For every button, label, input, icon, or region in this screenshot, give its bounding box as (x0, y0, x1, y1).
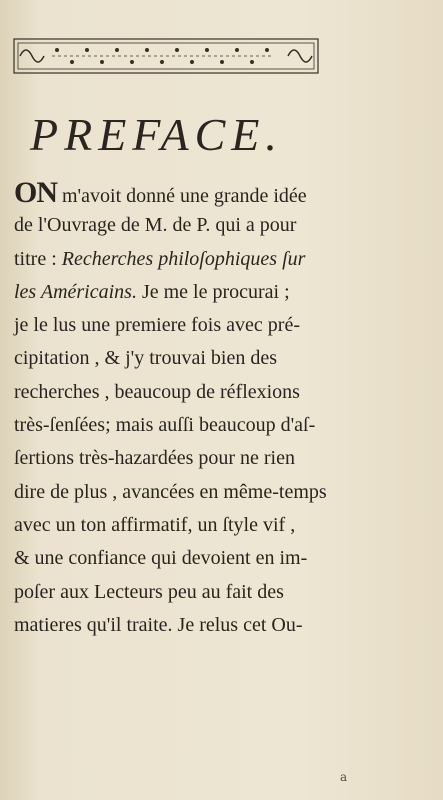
text-line-7: recherches , beaucoup de réflexions (14, 380, 300, 403)
text-line-13: poſer aux Lecteurs peu au fait des (14, 580, 284, 603)
text-line-10: dire de plus , avancées en même-temps (14, 480, 327, 503)
signature-mark: a (340, 770, 348, 784)
body-text (14, 176, 374, 642)
text-line-3: titre : Recherches philoſophiques ſur (14, 247, 306, 270)
text-line-11: avec un ton affirmatif, un ſtyle vif , (14, 513, 296, 536)
text-line-8: très-ſenſées; mais auſſi beaucoup d'aſ- (14, 414, 316, 437)
text-line-14: matieres qu'il traite. Je relus cet Ou- (14, 613, 303, 636)
text-line-4: les Américains. Je me le procurai ; (14, 280, 290, 303)
ornament-band (12, 36, 320, 76)
text-line-6: cipitation , & j'y trouvai bien des (14, 347, 277, 370)
text-line-5: je le lus une premiere fois avec pré- (14, 314, 300, 337)
text-line-9: ſertions très-hazardées pour ne rien (14, 447, 295, 470)
dropcap: ON (14, 176, 57, 209)
text-line-1: ON m'avoit donné une grande idée (14, 176, 307, 209)
page-title: PREFACE. (30, 109, 283, 160)
text-line-2: de l'Ouvrage de M. de P. qui a pour (14, 214, 297, 237)
text-line-12: & une confiance qui devoient en im- (14, 547, 308, 570)
